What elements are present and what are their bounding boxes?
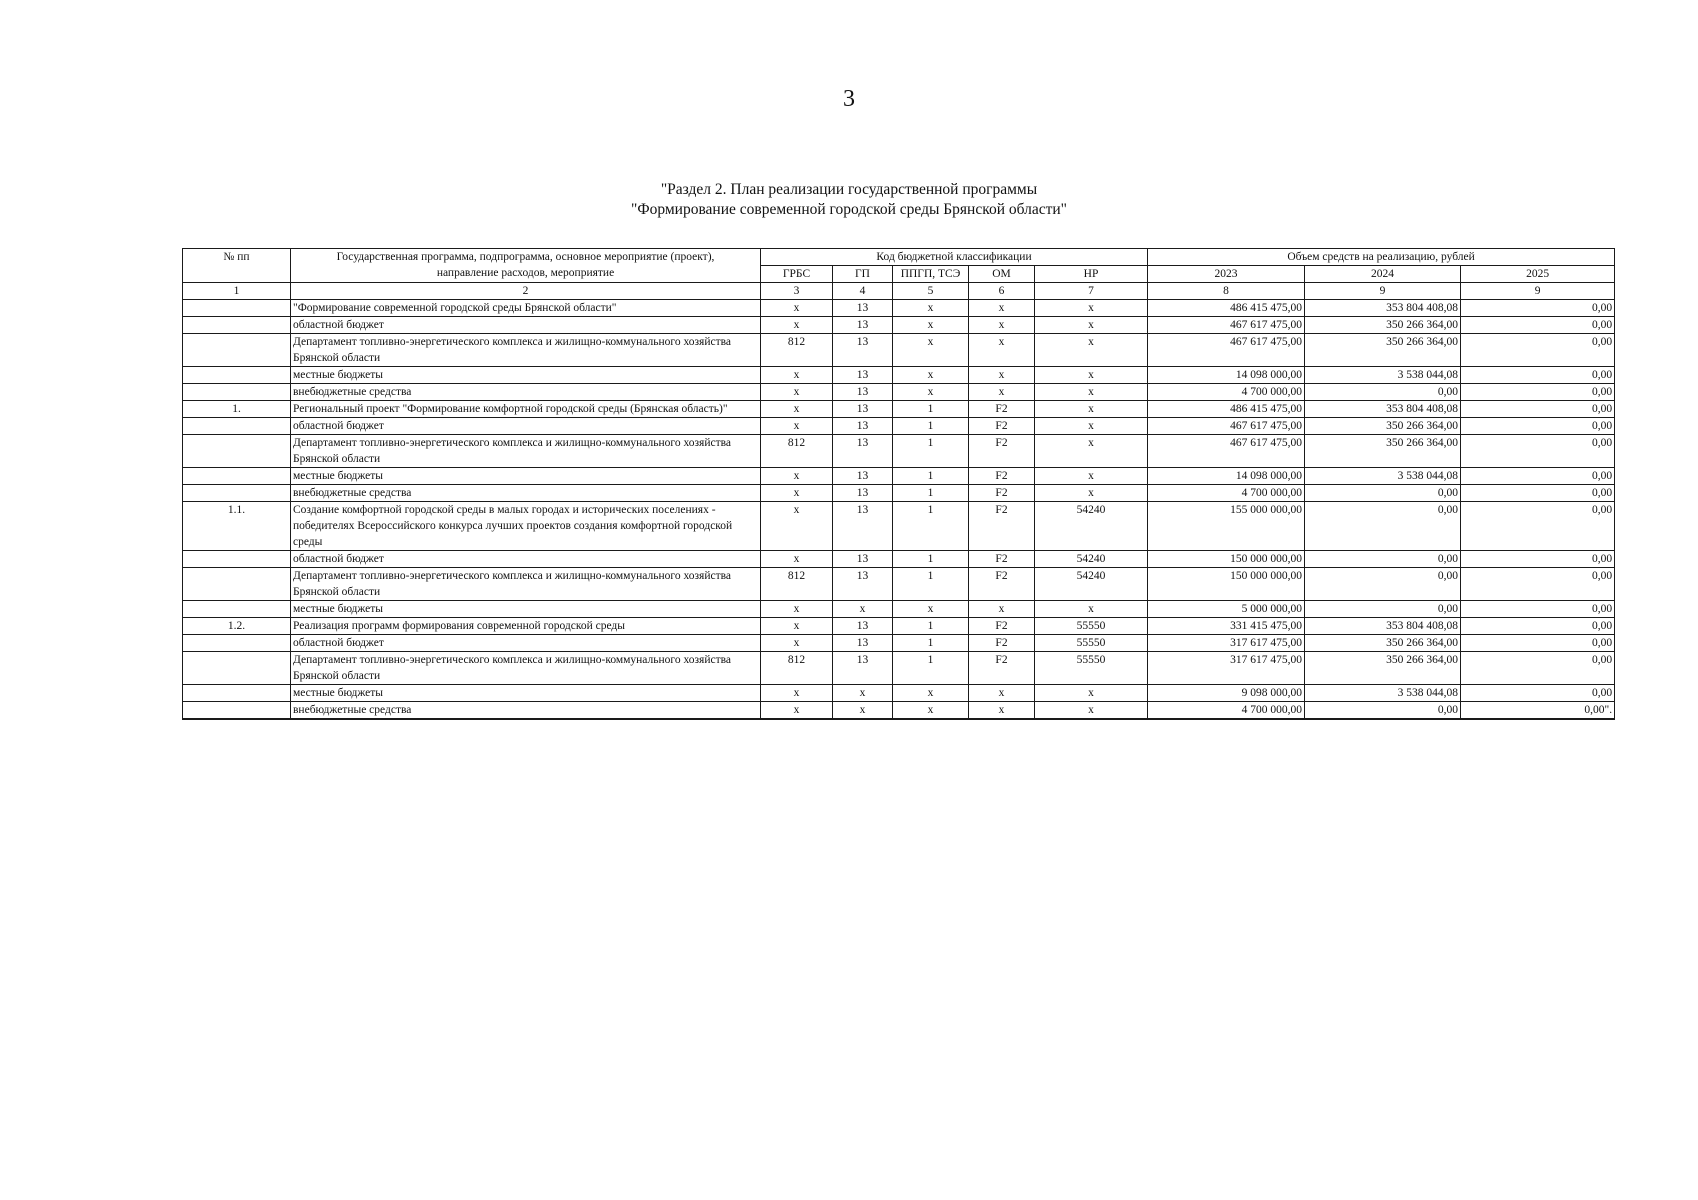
- table-row: [183, 652, 1615, 685]
- code-gp: 13: [833, 418, 893, 435]
- code-ppgp: 1: [893, 468, 969, 485]
- code-om: F2: [969, 618, 1035, 635]
- code-grbs: х: [761, 502, 833, 551]
- row-name: внебюджетные средства: [291, 702, 761, 720]
- amount-2023: 4 700 000,00: [1148, 485, 1305, 502]
- table-row: [183, 551, 1615, 568]
- code-nr: 55550: [1035, 652, 1148, 685]
- row-name: Региональный проект "Формирование комфортной городской среды (Брянская область)": [291, 401, 761, 418]
- table-row: [183, 601, 1615, 618]
- code-gp: 13: [833, 300, 893, 317]
- row-number: [183, 685, 291, 702]
- row-name: Департамент топливно-энергетического комплекса и жилищно-коммунального хозяйства Брянской области: [291, 652, 761, 685]
- amount-2024: 350 266 364,00: [1305, 418, 1461, 435]
- code-nr: х: [1035, 418, 1148, 435]
- code-gp: 13: [833, 618, 893, 635]
- amount-2023: 4 700 000,00: [1148, 702, 1305, 720]
- amount-2023: 9 098 000,00: [1148, 685, 1305, 702]
- code-om: х: [969, 334, 1035, 367]
- table-row: [183, 485, 1615, 502]
- amount-2024: 353 804 408,08: [1305, 401, 1461, 418]
- row-name: Реализация программ формирования современной городской среды: [291, 618, 761, 635]
- code-grbs: 812: [761, 568, 833, 601]
- code-grbs: х: [761, 685, 833, 702]
- header-row-1: [183, 249, 1615, 266]
- row-number: [183, 568, 291, 601]
- table-row: [183, 367, 1615, 384]
- amount-2023: 331 415 475,00: [1148, 618, 1305, 635]
- code-nr: х: [1035, 367, 1148, 384]
- code-ppgp: 1: [893, 485, 969, 502]
- amount-2024: 350 266 364,00: [1305, 334, 1461, 367]
- table-row: [183, 418, 1615, 435]
- code-nr: х: [1035, 435, 1148, 468]
- row-number: [183, 334, 291, 367]
- column-index: 5: [893, 283, 969, 300]
- amount-2024: 3 538 044,08: [1305, 685, 1461, 702]
- row-number: [183, 435, 291, 468]
- header-2025: 2025: [1461, 266, 1615, 283]
- row-name: местные бюджеты: [291, 601, 761, 618]
- amount-2025: 0,00: [1461, 551, 1615, 568]
- row-number: [183, 485, 291, 502]
- amount-2025: 0,00: [1461, 435, 1615, 468]
- code-om: F2: [969, 652, 1035, 685]
- amount-2024: 350 266 364,00: [1305, 635, 1461, 652]
- amount-2025: 0,00: [1461, 367, 1615, 384]
- row-name: областной бюджет: [291, 635, 761, 652]
- amount-2024: 350 266 364,00: [1305, 435, 1461, 468]
- column-index: 9: [1461, 283, 1615, 300]
- code-om: F2: [969, 418, 1035, 435]
- code-grbs: х: [761, 485, 833, 502]
- amount-2025: 0,00".: [1461, 702, 1615, 720]
- amount-2024: 3 538 044,08: [1305, 468, 1461, 485]
- amount-2023: 467 617 475,00: [1148, 317, 1305, 334]
- header-2024: 2024: [1305, 266, 1461, 283]
- code-gp: 13: [833, 468, 893, 485]
- code-om: х: [969, 702, 1035, 720]
- code-grbs: х: [761, 601, 833, 618]
- table-row: [183, 401, 1615, 418]
- amount-2023: 317 617 475,00: [1148, 652, 1305, 685]
- amount-2023: 5 000 000,00: [1148, 601, 1305, 618]
- amount-2023: 150 000 000,00: [1148, 568, 1305, 601]
- code-grbs: 812: [761, 334, 833, 367]
- code-grbs: х: [761, 468, 833, 485]
- code-grbs: 812: [761, 652, 833, 685]
- code-nr: х: [1035, 300, 1148, 317]
- code-nr: 54240: [1035, 551, 1148, 568]
- code-gp: 13: [833, 635, 893, 652]
- amount-2025: 0,00: [1461, 334, 1615, 367]
- row-number: [183, 300, 291, 317]
- amount-2023: 317 617 475,00: [1148, 635, 1305, 652]
- code-ppgp: х: [893, 685, 969, 702]
- code-grbs: х: [761, 300, 833, 317]
- amount-2025: 0,00: [1461, 618, 1615, 635]
- header-gp: ГП: [833, 266, 893, 283]
- amount-2024: 0,00: [1305, 601, 1461, 618]
- document-title: [0, 180, 1698, 220]
- code-grbs: х: [761, 384, 833, 401]
- amount-2023: 486 415 475,00: [1148, 401, 1305, 418]
- code-ppgp: х: [893, 317, 969, 334]
- code-om: F2: [969, 468, 1035, 485]
- amount-2025: 0,00: [1461, 300, 1615, 317]
- amount-2025: 0,00: [1461, 601, 1615, 618]
- page-number: 3: [843, 86, 855, 112]
- code-nr: х: [1035, 401, 1148, 418]
- code-gp: х: [833, 601, 893, 618]
- code-om: х: [969, 317, 1035, 334]
- code-ppgp: х: [893, 601, 969, 618]
- row-number: 1.: [183, 401, 291, 418]
- amount-2023: 150 000 000,00: [1148, 551, 1305, 568]
- row-name: местные бюджеты: [291, 367, 761, 384]
- row-name: внебюджетные средства: [291, 384, 761, 401]
- row-number: [183, 468, 291, 485]
- amount-2023: 14 098 000,00: [1148, 367, 1305, 384]
- amount-2025: 0,00: [1461, 485, 1615, 502]
- amount-2025: 0,00: [1461, 652, 1615, 685]
- row-name: областной бюджет: [291, 317, 761, 334]
- code-ppgp: х: [893, 702, 969, 720]
- code-grbs: х: [761, 367, 833, 384]
- amount-2025: 0,00: [1461, 401, 1615, 418]
- row-name: "Формирование современной городской среды Брянской области": [291, 300, 761, 317]
- row-name: Создание комфортной городской среды в малых городах и исторических поселениях - победителях Всероссийского конкурса лучших проектов создания комфортной городской среды: [291, 502, 761, 551]
- code-ppgp: 1: [893, 618, 969, 635]
- code-gp: 13: [833, 652, 893, 685]
- code-gp: 13: [833, 502, 893, 551]
- plan-table: [182, 248, 1615, 720]
- code-nr: 54240: [1035, 502, 1148, 551]
- code-om: х: [969, 367, 1035, 384]
- header-kbk: Код бюджетной классификации: [761, 249, 1148, 266]
- header-num: № пп: [183, 249, 291, 283]
- row-number: [183, 652, 291, 685]
- amount-2025: 0,00: [1461, 384, 1615, 401]
- code-om: х: [969, 601, 1035, 618]
- code-om: F2: [969, 551, 1035, 568]
- amount-2023: 486 415 475,00: [1148, 300, 1305, 317]
- code-grbs: х: [761, 618, 833, 635]
- title-line-2: "Формирование современной городской среды Брянской области": [631, 201, 1067, 218]
- header-ppgp: ППГП, ТСЭ: [893, 266, 969, 283]
- row-number: [183, 367, 291, 384]
- code-nr: х: [1035, 685, 1148, 702]
- code-ppgp: х: [893, 300, 969, 317]
- code-gp: 13: [833, 317, 893, 334]
- code-ppgp: х: [893, 367, 969, 384]
- code-nr: 55550: [1035, 635, 1148, 652]
- code-ppgp: х: [893, 384, 969, 401]
- header-name-line-2: направление расходов, мероприятие: [436, 267, 615, 279]
- table-row: [183, 435, 1615, 468]
- code-om: х: [969, 685, 1035, 702]
- code-nr: 54240: [1035, 568, 1148, 601]
- column-index-row: [183, 283, 1615, 300]
- code-gp: х: [833, 702, 893, 720]
- row-number: [183, 601, 291, 618]
- code-ppgp: х: [893, 334, 969, 367]
- code-gp: 13: [833, 551, 893, 568]
- row-number: 1.1.: [183, 502, 291, 551]
- code-gp: 13: [833, 568, 893, 601]
- code-gp: 13: [833, 334, 893, 367]
- table-row: [183, 468, 1615, 485]
- row-name: местные бюджеты: [291, 468, 761, 485]
- amount-2025: 0,00: [1461, 685, 1615, 702]
- code-nr: х: [1035, 601, 1148, 618]
- header-2023: 2023: [1148, 266, 1305, 283]
- header-name-line-1: Государственная программа, подпрограмма, основное мероприятие (проект),: [336, 251, 715, 263]
- code-om: х: [969, 300, 1035, 317]
- code-gp: 13: [833, 367, 893, 384]
- row-number: [183, 702, 291, 720]
- amount-2023: 4 700 000,00: [1148, 384, 1305, 401]
- amount-2024: 350 266 364,00: [1305, 317, 1461, 334]
- table-row: [183, 502, 1615, 551]
- code-grbs: х: [761, 401, 833, 418]
- code-gp: 13: [833, 435, 893, 468]
- amount-2025: 0,00: [1461, 317, 1615, 334]
- code-ppgp: 1: [893, 551, 969, 568]
- code-grbs: х: [761, 635, 833, 652]
- code-grbs: х: [761, 551, 833, 568]
- code-ppgp: 1: [893, 502, 969, 551]
- column-index: 4: [833, 283, 893, 300]
- row-number: [183, 551, 291, 568]
- code-om: х: [969, 384, 1035, 401]
- column-index: 9: [1305, 283, 1461, 300]
- amount-2025: 0,00: [1461, 418, 1615, 435]
- row-name: Департамент топливно-энергетического комплекса и жилищно-коммунального хозяйства Брянской области: [291, 435, 761, 468]
- code-gp: х: [833, 685, 893, 702]
- code-nr: х: [1035, 468, 1148, 485]
- table-row: [183, 635, 1615, 652]
- code-om: F2: [969, 401, 1035, 418]
- row-name: областной бюджет: [291, 551, 761, 568]
- row-number: [183, 384, 291, 401]
- amount-2023: 467 617 475,00: [1148, 418, 1305, 435]
- code-om: F2: [969, 502, 1035, 551]
- row-number: 1.2.: [183, 618, 291, 635]
- table-row: [183, 568, 1615, 601]
- table-row: [183, 685, 1615, 702]
- amount-2024: 0,00: [1305, 384, 1461, 401]
- row-name: внебюджетные средства: [291, 485, 761, 502]
- table-row: [183, 334, 1615, 367]
- code-ppgp: 1: [893, 418, 969, 435]
- code-om: F2: [969, 635, 1035, 652]
- header-nr: НР: [1035, 266, 1148, 283]
- code-nr: х: [1035, 384, 1148, 401]
- row-number: [183, 317, 291, 334]
- title-line-1: "Раздел 2. План реализации государственной программы: [660, 181, 1038, 198]
- amount-2025: 0,00: [1461, 635, 1615, 652]
- amount-2024: 0,00: [1305, 551, 1461, 568]
- amount-2024: 350 266 364,00: [1305, 652, 1461, 685]
- row-name: Департамент топливно-энергетического комплекса и жилищно-коммунального хозяйства Брянской области: [291, 334, 761, 367]
- amount-2023: 155 000 000,00: [1148, 502, 1305, 551]
- header-volume: Объем средств на реализацию, рублей: [1148, 249, 1615, 266]
- code-om: F2: [969, 485, 1035, 502]
- code-grbs: х: [761, 317, 833, 334]
- table-row: [183, 300, 1615, 317]
- amount-2024: 0,00: [1305, 702, 1461, 720]
- row-name: областной бюджет: [291, 418, 761, 435]
- amount-2023: 14 098 000,00: [1148, 468, 1305, 485]
- amount-2025: 0,00: [1461, 502, 1615, 551]
- amount-2024: 353 804 408,08: [1305, 300, 1461, 317]
- table-row: [183, 618, 1615, 635]
- column-index: 6: [969, 283, 1035, 300]
- amount-2024: 0,00: [1305, 568, 1461, 601]
- column-index: 7: [1035, 283, 1148, 300]
- code-nr: х: [1035, 702, 1148, 720]
- row-number: [183, 635, 291, 652]
- amount-2024: 0,00: [1305, 485, 1461, 502]
- amount-2024: 353 804 408,08: [1305, 618, 1461, 635]
- code-nr: х: [1035, 317, 1148, 334]
- amount-2024: 3 538 044,08: [1305, 367, 1461, 384]
- code-om: F2: [969, 568, 1035, 601]
- column-index: 3: [761, 283, 833, 300]
- row-name: местные бюджеты: [291, 685, 761, 702]
- amount-2024: 0,00: [1305, 502, 1461, 551]
- header-om: ОМ: [969, 266, 1035, 283]
- code-ppgp: 1: [893, 652, 969, 685]
- table-row: [183, 317, 1615, 334]
- code-grbs: х: [761, 702, 833, 720]
- code-ppgp: 1: [893, 401, 969, 418]
- code-grbs: х: [761, 418, 833, 435]
- code-ppgp: 1: [893, 635, 969, 652]
- code-grbs: 812: [761, 435, 833, 468]
- code-gp: 13: [833, 485, 893, 502]
- code-nr: х: [1035, 485, 1148, 502]
- row-name: Департамент топливно-энергетического комплекса и жилищно-коммунального хозяйства Брянской области: [291, 568, 761, 601]
- code-om: F2: [969, 435, 1035, 468]
- code-nr: 55550: [1035, 618, 1148, 635]
- amount-2025: 0,00: [1461, 568, 1615, 601]
- amount-2025: 0,00: [1461, 468, 1615, 485]
- code-ppgp: 1: [893, 568, 969, 601]
- code-gp: 13: [833, 384, 893, 401]
- table-row: [183, 384, 1615, 401]
- code-gp: 13: [833, 401, 893, 418]
- column-index: 8: [1148, 283, 1305, 300]
- row-number: [183, 418, 291, 435]
- amount-2023: 467 617 475,00: [1148, 435, 1305, 468]
- column-index: 2: [291, 283, 761, 300]
- header-grbs: ГРБС: [761, 266, 833, 283]
- table-row: [183, 702, 1615, 720]
- amount-2023: 467 617 475,00: [1148, 334, 1305, 367]
- column-index: 1: [183, 283, 291, 300]
- header-name: [291, 249, 761, 283]
- code-ppgp: 1: [893, 435, 969, 468]
- code-nr: х: [1035, 334, 1148, 367]
